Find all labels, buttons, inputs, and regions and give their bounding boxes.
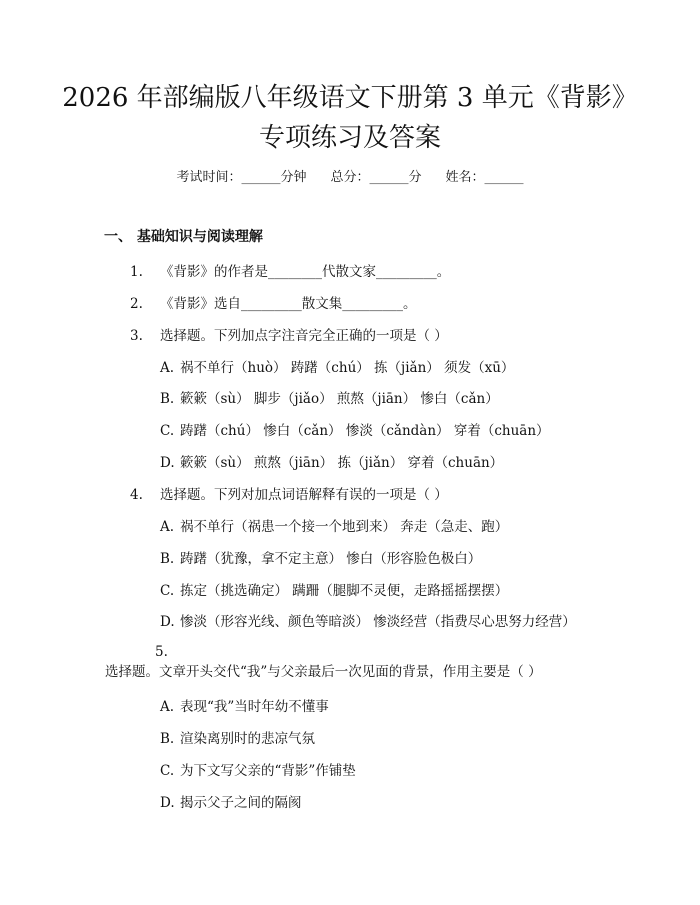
option-text: 为下文写父亲的“背影”作铺垫 (180, 763, 356, 779)
question-1 (130, 262, 450, 282)
option-label: D. (160, 455, 175, 471)
option-text: 簌簌（sù） 脚步（jiǎo） 煎熬（jiān） 惨白（cǎn） (180, 391, 499, 407)
q4-option-c (160, 581, 508, 601)
option-text: 揭示父子之间的隔阂 (180, 795, 302, 811)
q3-option-b (160, 389, 499, 409)
total-score-field: 总分：______分 (330, 170, 422, 185)
option-label: D. (160, 795, 175, 811)
q5-option-d (160, 793, 302, 813)
q5-option-c (160, 761, 356, 781)
exam-time-field: 考试时间：______分钟 (176, 170, 307, 185)
option-label: C. (160, 763, 175, 779)
option-label: A. (160, 360, 175, 376)
question-2 (130, 294, 417, 314)
option-label: B. (160, 551, 175, 567)
question-number: 3. (130, 328, 143, 344)
option-label: C. (160, 423, 175, 439)
q3-option-c (160, 421, 550, 441)
q4-option-d (160, 612, 576, 632)
option-text: 拣定（挑选确定） 蹒跚（腿脚不灵便，走路摇摇摆摆） (180, 583, 509, 599)
option-label: A. (160, 699, 175, 715)
option-text: 祸不单行（huò） 踌躇（chú） 拣（jiǎn） 须发（xū） (180, 360, 515, 376)
option-text: 表现“我”当时年幼不懂事 (180, 699, 329, 715)
question-5 (105, 642, 595, 682)
page-title: 2026 年部编版八年级语文下册第 3 单元《背影》专项练习及答案 (62, 83, 638, 153)
option-text: 渲染离别时的悲凉气氛 (180, 731, 315, 747)
q4-option-b (160, 549, 481, 569)
option-label: A. (160, 519, 175, 535)
option-text: 惨淡（形容光线、颜色等暗淡） 惨淡经营（指费尽心思努力经营） (180, 614, 576, 630)
question-3 (130, 326, 448, 346)
question-text: 选择题。下列对加点词语解释有误的一项是（ ） (160, 487, 448, 503)
option-label: B. (160, 731, 175, 747)
section-heading: 一、 基础知识与阅读理解 (104, 229, 263, 245)
option-label: C. (160, 583, 175, 599)
student-name-field: 姓名：______ (445, 170, 524, 185)
question-number: 2. (130, 296, 143, 312)
q3-option-a (160, 358, 514, 378)
question-number: 4. (130, 487, 143, 503)
q4-option-a (160, 517, 508, 537)
exam-meta (0, 168, 700, 188)
question-number: 5. (155, 644, 168, 660)
question-4 (130, 485, 448, 505)
question-text: 《背影》的作者是________代散文家_________。 (160, 264, 451, 280)
option-label: D. (160, 614, 175, 630)
option-text: 祸不单行（祸患一个接一个地到来） 奔走（急走、跑） (180, 519, 509, 535)
question-text: 《背影》选自_________散文集_________。 (160, 296, 417, 312)
q5-option-a (160, 697, 329, 717)
option-text: 踌躇（犹豫，拿不定主意） 惨白（形容脸色极白） (180, 551, 482, 567)
question-number: 1. (130, 264, 143, 280)
question-text: 选择题。文章开头交代“我”与父亲最后一次见面的背景，作用主要是（ ） (105, 664, 542, 680)
option-text: 踌躇（chú） 惨白（cǎn） 惨淡（cǎndàn） 穿着（chuān） (180, 423, 550, 439)
option-label: B. (160, 391, 175, 407)
question-text: 选择题。下列加点字注音完全正确的一项是（ ） (160, 328, 448, 344)
option-text: 簌簌（sù） 煎熬（jiān） 拣（jiǎn） 穿着（chuān） (180, 455, 504, 471)
q3-option-d (160, 453, 503, 473)
q5-option-b (160, 729, 315, 749)
